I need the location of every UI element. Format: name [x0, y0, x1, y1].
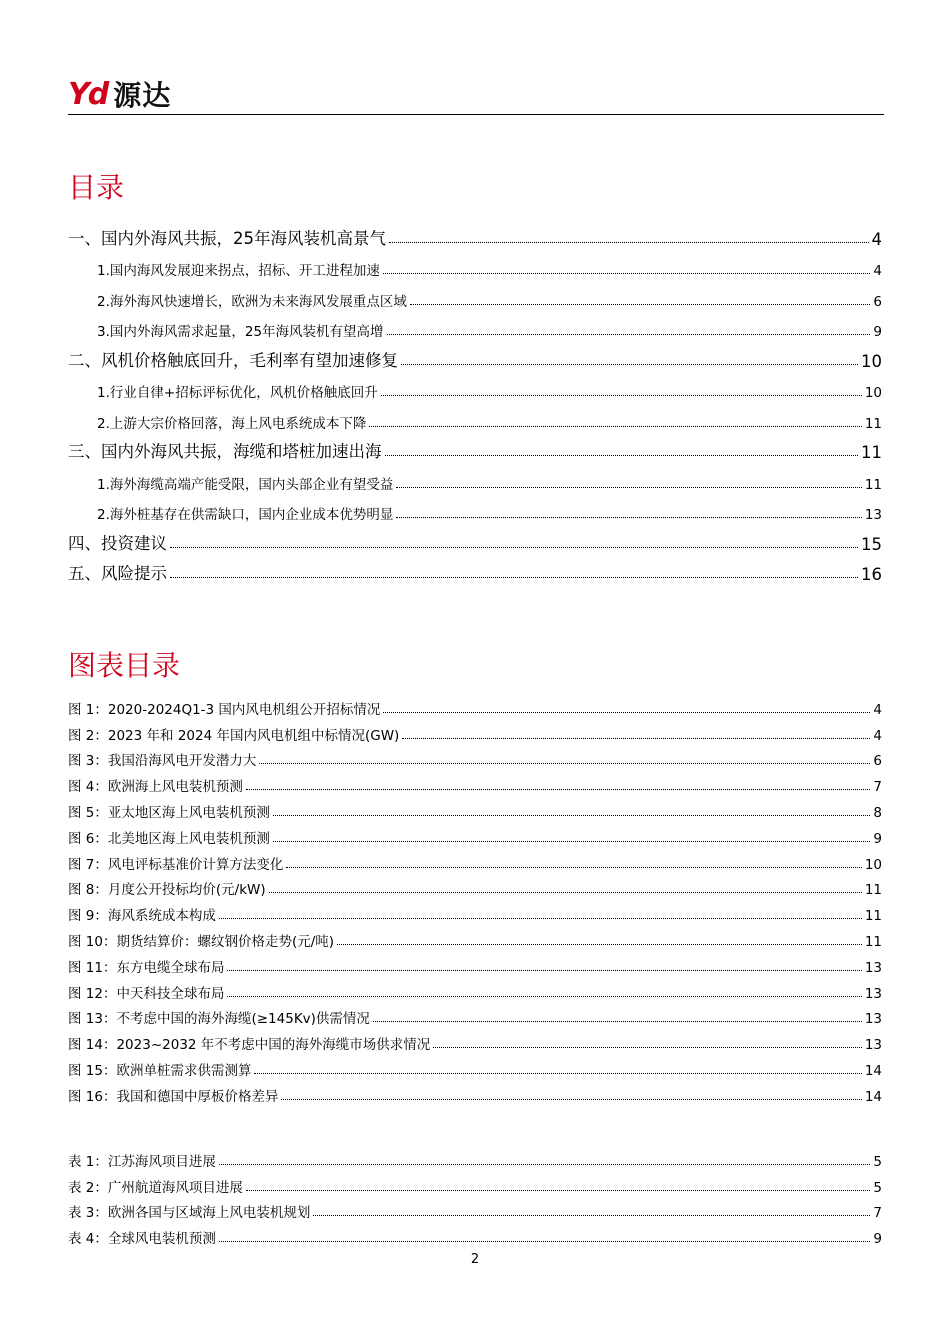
dot-leader [281, 1099, 861, 1100]
toc-entry-label: 1.行业自律+招标评标优化，风机价格触底回升 [97, 385, 378, 401]
toc-entry-label: 2.上游大宗价格回落，海上风电系统成本下降 [97, 415, 367, 432]
figure-entry[interactable] [68, 898, 882, 924]
toc-entry[interactable] [68, 371, 882, 402]
page-header [68, 72, 884, 116]
toc-entry[interactable] [68, 340, 882, 371]
header-divider [68, 114, 884, 115]
toc-entry-label: 2.海外海风快速增长，欧洲为未来海风发展重点区域 [97, 293, 407, 310]
toc-entry[interactable] [68, 554, 882, 585]
dot-leader [246, 1190, 871, 1191]
dot-leader [273, 815, 871, 816]
figure-entry-page: 7 [873, 779, 882, 796]
dot-leader [385, 455, 859, 456]
table-entry-page: 5 [873, 1179, 882, 1196]
dot-leader [383, 712, 870, 713]
figure-entry-label: 图 10：期货结算价：螺纹钢价格走势(元/吨) [68, 933, 335, 950]
logo-mark: Yd [68, 76, 108, 112]
figure-entry-label: 图 13：不考虑中国的海外海缆(≥145Kv)供需情况 [68, 1011, 370, 1028]
toc-entry-label: 2.海外桩基存在供需缺口，国内企业成本优势明显 [97, 507, 394, 523]
dot-leader [389, 242, 869, 243]
logo-text: 源达 [113, 79, 172, 112]
figure-entry-page: 4 [873, 701, 882, 718]
figure-entry[interactable] [68, 769, 882, 795]
table-entry[interactable] [68, 1221, 882, 1247]
dot-leader [402, 738, 870, 739]
dot-leader [254, 1073, 861, 1074]
dot-leader [401, 364, 858, 365]
dot-leader [383, 273, 871, 274]
dot-leader [387, 334, 871, 335]
figure-entry[interactable] [68, 1053, 882, 1079]
dot-leader [219, 1164, 871, 1165]
figures-title: 图表目录 [68, 649, 181, 682]
figure-entry-label: 图 7：风电评标基准价计算方法变化 [68, 856, 284, 873]
figure-entry-page: 13 [864, 959, 882, 976]
table-entry-page: 5 [873, 1153, 882, 1170]
figure-entry[interactable] [68, 1027, 882, 1053]
figure-entry[interactable] [68, 795, 882, 821]
figure-entry-label: 图 4：欧洲海上风电装机预测 [68, 779, 243, 796]
figure-entry-label: 图 8：月度公开投标均价(元/kW) [68, 882, 266, 899]
figure-entry[interactable] [68, 924, 882, 950]
dot-leader [381, 395, 862, 396]
figure-entry[interactable] [68, 718, 882, 744]
table-entry-page: 9 [873, 1231, 882, 1248]
figure-entry-label: 图 5：亚太地区海上风电装机预测 [68, 804, 270, 821]
table-entry[interactable] [68, 1170, 882, 1196]
dot-leader [227, 970, 861, 971]
figure-entry[interactable] [68, 692, 882, 718]
toc-entry-label: 1.海外海缆高端产能受限，国内头部企业有望受益 [97, 476, 394, 493]
figure-entry-label: 图 16：我国和德国中厚板价格差异 [68, 1088, 279, 1105]
figure-entry-label: 图 14：2023~2032 年不考虑中国的海外海缆市场供求情况 [68, 1037, 431, 1054]
dot-leader [337, 944, 862, 945]
dot-leader [269, 892, 862, 893]
figure-entry-label: 图 11：东方电缆全球布局 [68, 959, 225, 976]
toc-entry-label: 三、国内外海风共振，海缆和塔桩加速出海 [68, 442, 382, 461]
figure-entry-page: 4 [873, 727, 882, 744]
dot-leader [396, 487, 861, 488]
toc-entry-page: 16 [861, 565, 882, 584]
figure-entry-page: 11 [864, 882, 882, 899]
figure-entry-page: 13 [864, 985, 882, 1002]
page-number: 2 [470, 1252, 480, 1267]
toc-entry-page: 15 [861, 534, 882, 554]
figure-entry-page: 6 [873, 753, 882, 770]
toc-entry-label: 四、投资建议 [68, 533, 167, 553]
dot-leader [273, 841, 871, 842]
dot-leader [433, 1047, 862, 1048]
toc-entry-page: 11 [861, 443, 882, 462]
toc-entry-page: 10 [861, 351, 882, 371]
table-entry-label: 表 2：广州航道海风项目进展 [68, 1179, 243, 1196]
toc-list [68, 218, 882, 584]
dot-leader [170, 577, 858, 578]
toc-entry[interactable] [68, 401, 882, 432]
table-entry-label: 表 4：全球风电装机预测 [68, 1231, 216, 1248]
toc-entry[interactable] [68, 493, 882, 524]
figure-entry-label: 图 6：北美地区海上风电装机预测 [68, 830, 270, 847]
toc-entry-page: 9 [873, 324, 882, 340]
figure-entry-page: 14 [864, 1062, 882, 1079]
toc-entry[interactable] [68, 310, 882, 341]
figure-entry-page: 11 [864, 908, 882, 925]
dot-leader [170, 547, 858, 548]
toc-entry-page: 10 [864, 385, 882, 401]
dot-leader [259, 763, 870, 764]
figure-entry[interactable] [68, 873, 882, 899]
figure-entry-page: 11 [864, 933, 882, 950]
toc-entry[interactable] [68, 249, 882, 280]
table-entry[interactable] [68, 1196, 882, 1222]
toc-entry-page: 13 [864, 507, 882, 523]
toc-entry[interactable] [68, 218, 882, 249]
table-entry[interactable] [68, 1144, 882, 1170]
figure-entry-label: 图 1：2020-2024Q1-3 国内风电机组公开招标情况 [68, 701, 381, 718]
table-entry-label: 表 1：江苏海风项目进展 [68, 1153, 216, 1170]
toc-entry[interactable] [68, 523, 882, 554]
dot-leader [373, 1021, 862, 1022]
dot-leader [410, 304, 871, 305]
figure-entry[interactable] [68, 1079, 882, 1105]
toc-entry[interactable] [68, 432, 882, 463]
toc-entry-page: 4 [871, 229, 882, 249]
toc-entry-page: 11 [864, 415, 882, 432]
figure-entry-page: 14 [864, 1088, 882, 1105]
figure-entry-page: 13 [864, 1011, 882, 1028]
figure-entry-label: 图 9：海风系统成本构成 [68, 908, 216, 925]
dot-leader [369, 426, 861, 427]
toc-entry-label: 一、国内外海风共振，25年海风装机高景气 [68, 228, 386, 248]
table-entry-label: 表 3：欧洲各国与区域海上风电装机规划 [68, 1205, 311, 1222]
toc-entry-page: 6 [873, 293, 882, 310]
figure-entry[interactable] [68, 821, 882, 847]
figure-entry-label: 图 2：2023 年和 2024 年国内风电机组中标情况(GW) [68, 727, 400, 744]
tables-list [68, 1144, 882, 1247]
figure-entry-label: 图 3：我国沿海风电开发潜力大 [68, 753, 257, 770]
figure-entry-page: 13 [864, 1037, 882, 1054]
toc-entry-label: 1.国内海风发展迎来拐点，招标、开工进程加速 [97, 263, 380, 279]
figure-entry-label: 图 15：欧洲单桩需求供需测算 [68, 1062, 252, 1079]
table-entry-page: 7 [873, 1205, 882, 1222]
figure-entry[interactable] [68, 744, 882, 770]
dot-leader [219, 918, 862, 919]
figure-entry-page: 8 [873, 804, 882, 821]
toc-title: 目录 [68, 171, 125, 204]
figures-list [68, 692, 882, 1105]
toc-entry-label: 五、风险提示 [68, 564, 167, 583]
toc-entry-label: 二、风机价格触底回升，毛利率有望加速修复 [68, 350, 398, 370]
dot-leader [227, 996, 861, 997]
company-logo [68, 74, 171, 114]
figure-entry-page: 9 [873, 830, 882, 847]
figure-entry-label: 图 12：中天科技全球布局 [68, 985, 225, 1002]
toc-entry[interactable] [68, 462, 882, 493]
toc-entry-page: 11 [864, 476, 882, 493]
dot-leader [313, 1215, 870, 1216]
toc-entry-label: 3.国内外海风需求起量，25年海风装机有望高增 [97, 324, 384, 340]
figure-entry[interactable] [68, 1002, 882, 1028]
figure-entry[interactable] [68, 976, 882, 1002]
dot-leader [246, 789, 871, 790]
figure-entry-page: 10 [864, 856, 882, 873]
toc-entry[interactable] [68, 279, 882, 310]
dot-leader [219, 1241, 871, 1242]
figure-entry[interactable] [68, 950, 882, 976]
toc-entry-page: 4 [873, 263, 882, 279]
figure-entry[interactable] [68, 847, 882, 873]
dot-leader [396, 517, 861, 518]
dot-leader [286, 867, 861, 868]
